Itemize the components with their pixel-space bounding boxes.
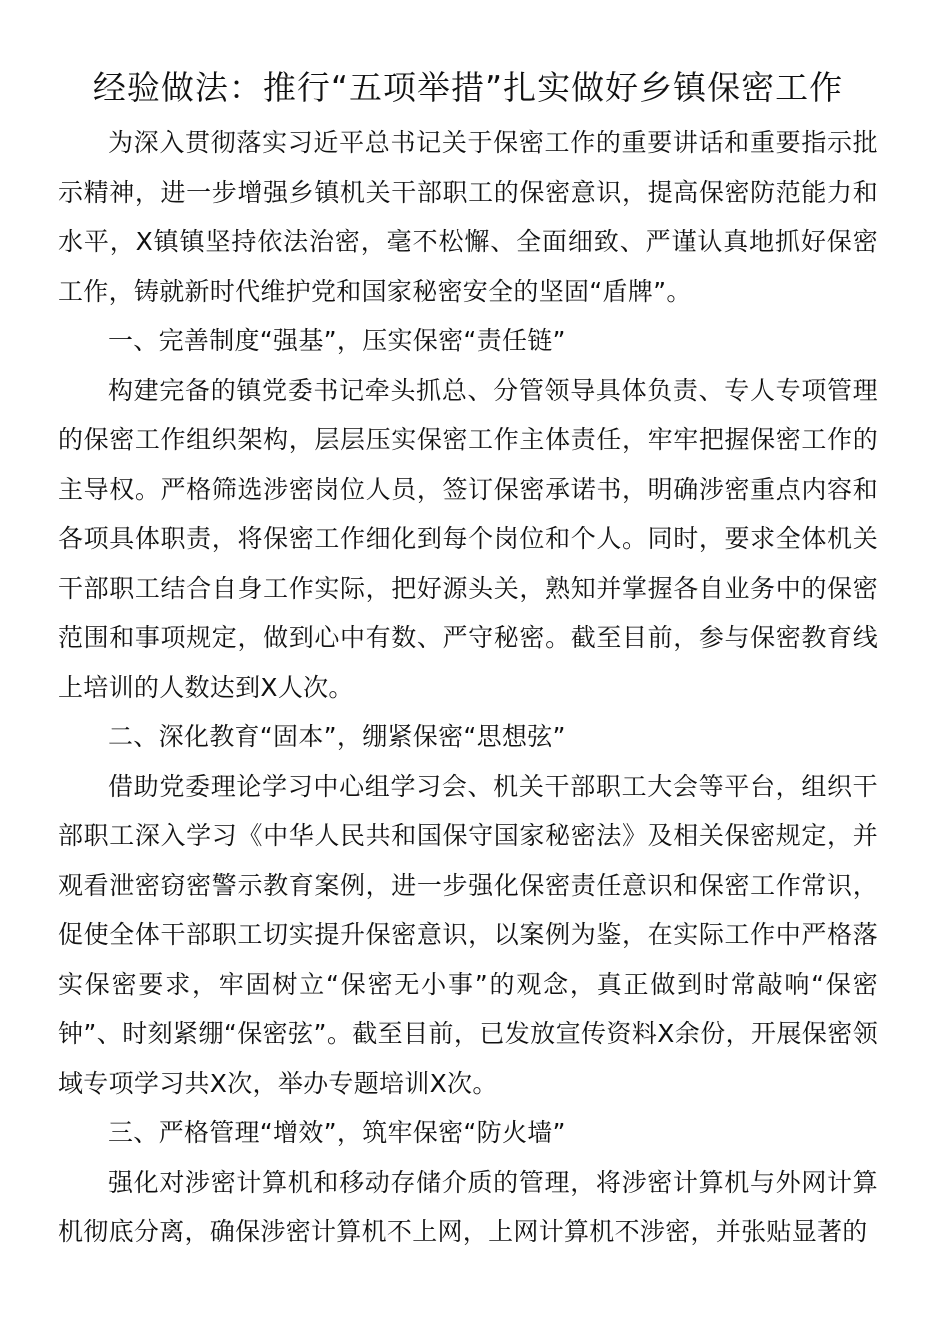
section-1-heading: 一、完善制度“强基”，压实保密“责任链” <box>108 326 566 355</box>
section-3-body: 强化对涉密计算机和移动存储介质的管理，将涉密计算机与外网计算机彻底分离，确保涉密计算机不上网，上网计算机不涉密，并张贴显著的 <box>58 1167 878 1246</box>
intro-paragraph: 为深入贯彻落实习近平总书记关于保密工作的重要讲话和重要指示批示精神，进一步增强乡镇机关干部职工的保密意识，提高保密防范能力和水平，X镇镇坚持依法治密，毫不松懈、全面细致、严谨认真地抓好保密工作，铸就新时代维护党和国家秘密安全的坚固“盾牌”。 <box>58 128 878 306</box>
section-3-heading: 三、严格管理“增效”，筑牢保密“防火墙” <box>108 1118 566 1147</box>
section-1-body: 构建完备的镇党委书记牵头抓总、分管领导具体负责、专人专项管理的保密工作组织架构，层层压实保密工作主体责任，牢牢把握保密工作的主导权。严格筛选涉密岗位人员，签订保密承诺书，明确涉密重点内容和各项具体职责，将保密工作细化到每个岗位和个人。同时，要求全体机关干部职工结合自身工作实际，把好源头关，熟知并掌握各自业务中的保密范围和事项规定，做到心中有数、严守秘密。截至目前，参与保密教育线上培训的人数达到X人次。 <box>58 375 878 702</box>
document-page <box>58 58 878 1257</box>
section-2-heading: 二、深化教育“固本”，绷紧保密“思想弦” <box>108 722 566 751</box>
section-2-body: 借助党委理论学习中心组学习会、机关干部职工大会等平台，组织干部职工深入学习《中华人民共和国保守国家秘密法》及相关保密规定，并观看泄密窃密警示教育案例，进一步强化保密责任意识和保密工作常识，促使全体干部职工切实提升保密意识，以案例为鉴，在实际工作中严格落实保密要求，牢固树立“保密无小事”的观念，真正做到时常敲响“保密钟”、时刻紧绷“保密弦”。截至目前，已发放宣传资料X余份，开展保密领域专项学习共X次，举办专题培训X次。 <box>58 771 878 1098</box>
document-title: 经验做法：推行“五项举措”扎实做好乡镇保密工作 <box>92 68 844 107</box>
